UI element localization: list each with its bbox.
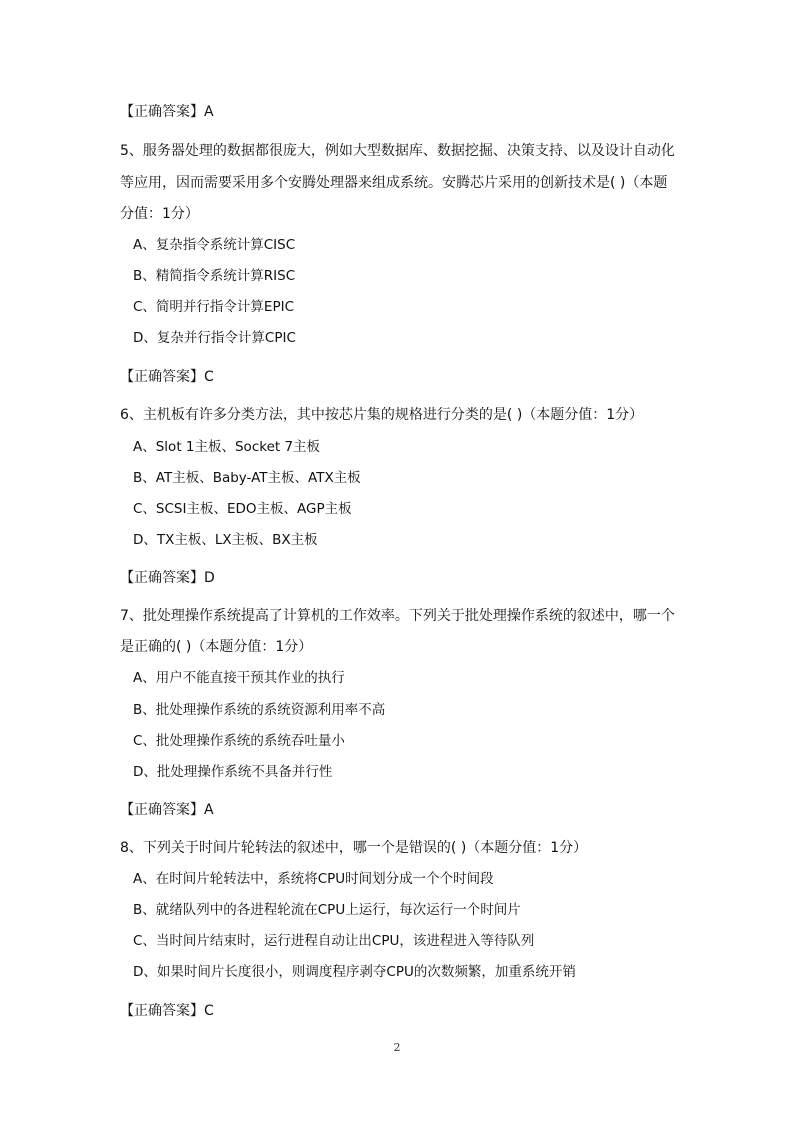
- question-7-option-b: B、批处理操作系统的系统资源利用率不高: [133, 702, 386, 718]
- page-number: 2: [393, 1041, 401, 1054]
- question-8-option-d: D、如果时间片长度很小，则调度程序剥夺CPU的次数频繁，加重系统开销: [133, 964, 576, 980]
- answer-line-6: 【正确答案】D: [120, 570, 215, 586]
- question-7-line-2: 是正确的( )（本题分值：1分）: [120, 639, 313, 655]
- question-5-line-2: 等应用，因而需要采用多个安腾处理器来组成系统。安腾芯片采用的创新技术是( )（本题: [120, 175, 668, 191]
- question-5-option-b: B、精简指令系统计算RISC: [133, 268, 296, 284]
- question-5-option-a: A、复杂指令系统计算CISC: [133, 237, 296, 253]
- question-8-option-c: C、当时间片结束时，运行进程自动让出CPU，该进程进入等待队列: [133, 933, 535, 949]
- question-6-option-c: C、SCSI主板、EDO主板、AGP主板: [133, 501, 352, 517]
- question-6-option-a: A、Slot 1主板、Socket 7主板: [133, 439, 321, 455]
- question-7-line-1: 7、批处理操作系统提高了计算机的工作效率。下列关于批处理操作系统的叙述中，哪一个: [120, 608, 675, 624]
- answer-line-8: 【正确答案】C: [120, 1003, 214, 1019]
- question-8-option-a: A、在时间片轮转法中，系统将CPU时间划分成一个个时间段: [133, 871, 494, 887]
- question-6-option-d: D、TX主板、LX主板、BX主板: [133, 532, 318, 548]
- question-5-option-c: C、简明并行指令计算EPIC: [133, 299, 295, 315]
- question-6-option-b: B、AT主板、Baby-AT主板、ATX主板: [133, 470, 361, 486]
- question-5-line-3: 分值：1分）: [120, 206, 199, 222]
- question-8-option-b: B、就绪队列中的各进程轮流在CPU上运行，每次运行一个时间片: [133, 902, 521, 918]
- answer-line: 【正确答案】A: [120, 104, 214, 120]
- question-5-option-d: D、复杂并行指令计算CPIC: [133, 330, 296, 346]
- question-5-line-1: 5、服务器处理的数据都很庞大，例如大型数据库、数据挖掘、决策支持、以及设计自动化: [120, 143, 675, 159]
- answer-line-7: 【正确答案】A: [120, 802, 214, 818]
- answer-line-5: 【正确答案】C: [120, 369, 214, 385]
- question-7-option-d: D、批处理操作系统不具备并行性: [133, 764, 333, 780]
- question-8-line-1: 8、下列关于时间片轮转法的叙述中，哪一个是错误的( )（本题分值：1分）: [120, 840, 588, 856]
- question-7-option-c: C、批处理操作系统的系统吞吐量小: [133, 733, 345, 749]
- question-7-option-a: A、用户不能直接干预其作业的执行: [133, 670, 345, 686]
- question-6-line-1: 6、主机板有许多分类方法，其中按芯片集的规格进行分类的是( )（本题分值：1分）: [120, 407, 644, 423]
